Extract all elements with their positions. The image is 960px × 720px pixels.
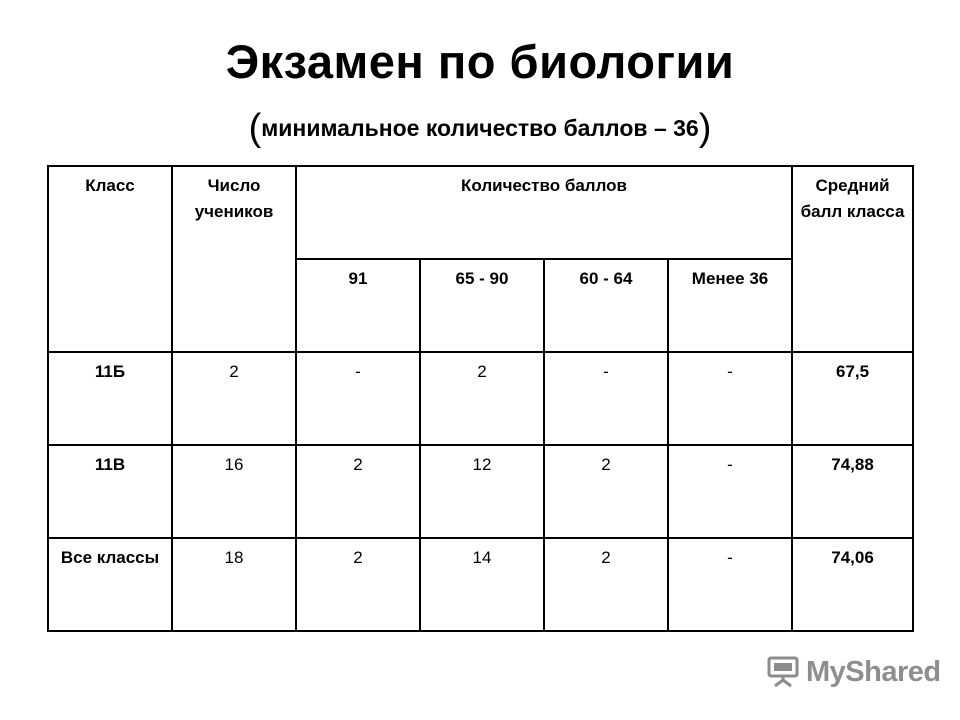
header-row [48,166,913,259]
watermark [766,652,941,692]
page-title: Экзамен по биологии [225,35,735,88]
subtitle-text: минимальное количество баллов – 36 [261,115,699,141]
cell-range-91: - [296,352,420,445]
cell-range-less-36: - [668,352,792,445]
cell-range-65-90: 12 [420,445,544,538]
subtitle-close-paren: ) [698,107,712,149]
cell-range-less-36: - [668,445,792,538]
table-row [48,352,913,445]
table-row [48,538,913,631]
cell-students: 18 [172,538,296,631]
cell-range-65-90: 14 [420,538,544,631]
header-students: Число учеников [172,166,296,352]
cell-range-60-64: 2 [544,445,668,538]
cell-class: 11В [48,445,172,538]
cell-range-91: 2 [296,445,420,538]
cell-range-60-64: 2 [544,538,668,631]
cell-range-65-90: 2 [420,352,544,445]
cell-range-91: 2 [296,538,420,631]
cell-class: Все классы [48,538,172,631]
cell-range-60-64: - [544,352,668,445]
cell-students: 2 [172,352,296,445]
header-class: Класс [48,166,172,352]
header-average: Средний балл класса [792,166,913,352]
cell-average: 74,06 [792,538,913,631]
header-range-60-64: 60 - 64 [544,259,668,352]
subtitle-open-paren: ( [248,107,262,149]
table-row [48,445,913,538]
cell-average: 74,88 [792,445,913,538]
cell-range-less-36: - [668,538,792,631]
results-table [47,165,914,632]
cell-students: 16 [172,445,296,538]
cell-class: 11Б [48,352,172,445]
page-subtitle [0,100,960,156]
watermark-text: MyShared [806,655,941,688]
header-range-less-36: Менее 36 [668,259,792,352]
header-score-group: Количество баллов [296,166,792,259]
header-range-91: 91 [296,259,420,352]
cell-average: 67,5 [792,352,913,445]
presentation-board-icon [766,655,800,689]
header-range-65-90: 65 - 90 [420,259,544,352]
